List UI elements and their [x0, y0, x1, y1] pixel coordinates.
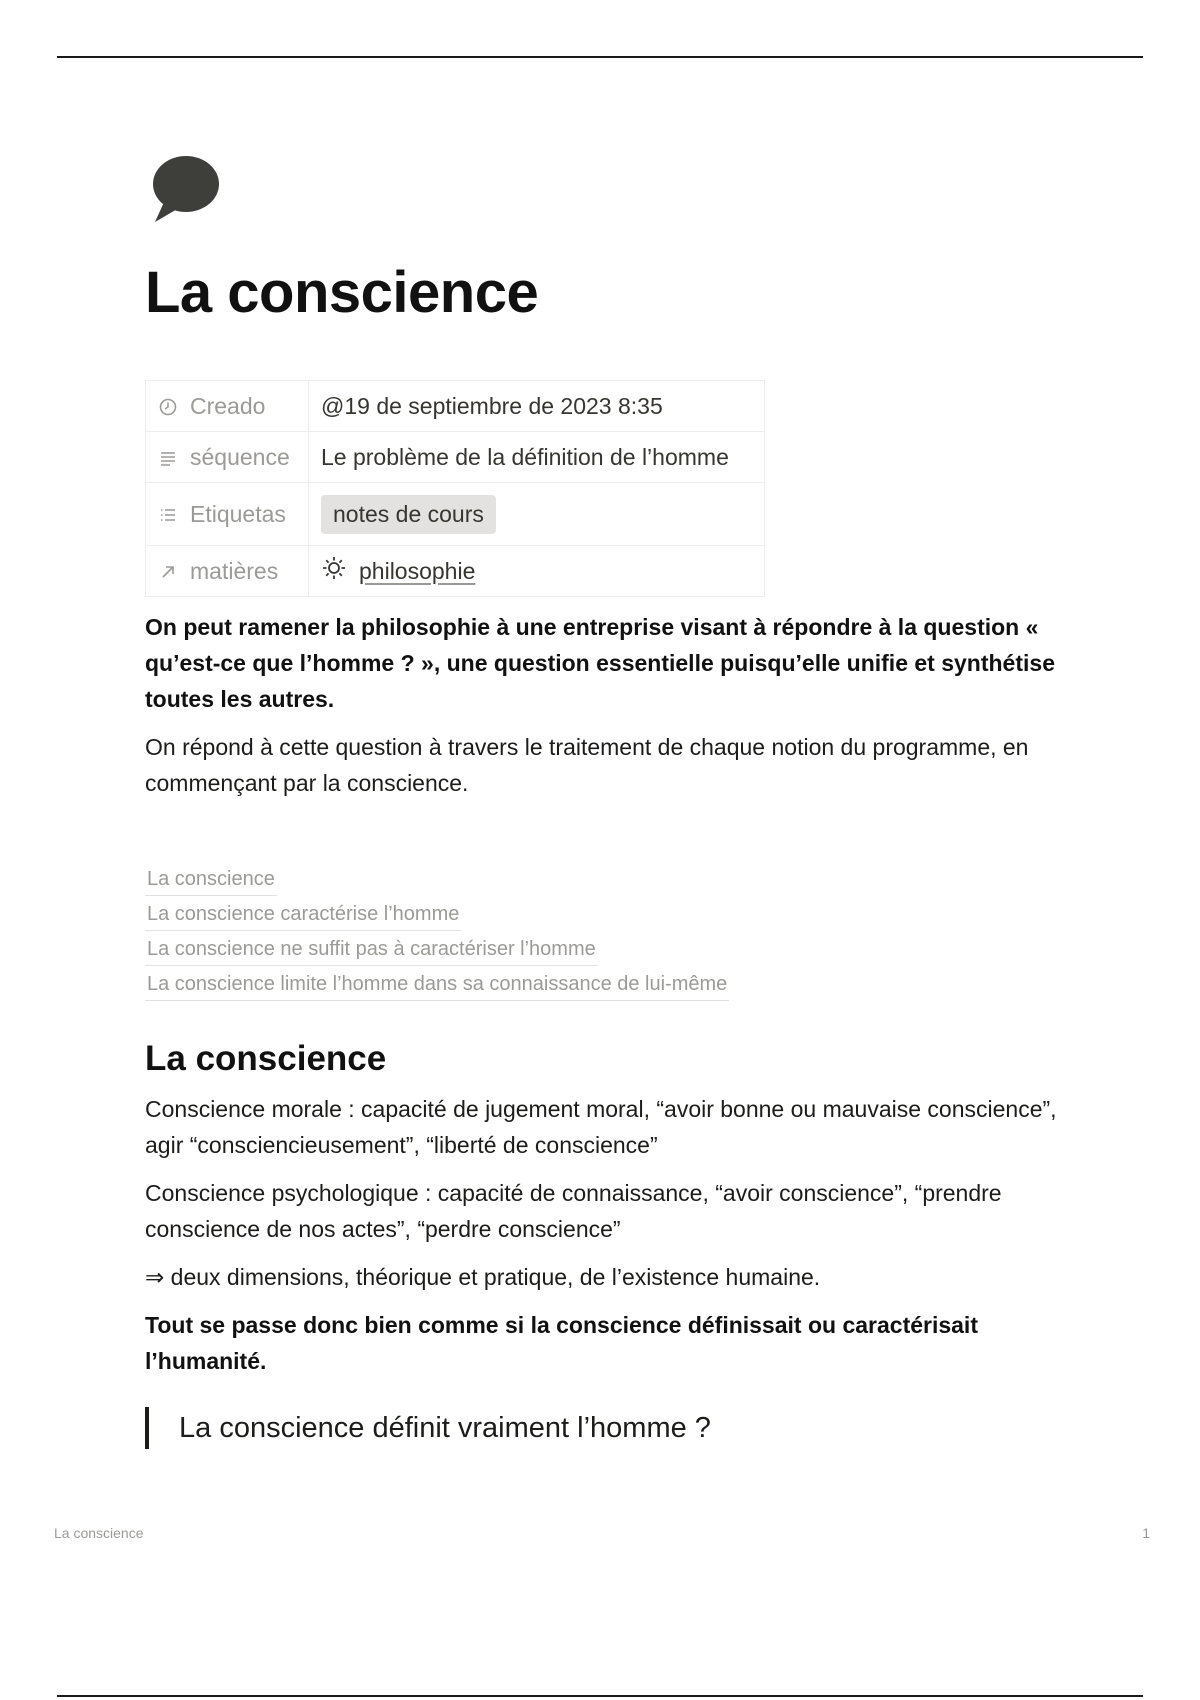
page-title: La conscience: [145, 260, 539, 325]
property-key: [146, 381, 309, 432]
footer-title: La conscience: [54, 1525, 144, 1541]
toc-link[interactable]: La conscience limite l’homme dans sa connaissance de lui-même: [145, 968, 729, 1001]
section-heading: La conscience: [145, 1039, 387, 1078]
tag-chip[interactable]: notes de cours: [321, 495, 496, 534]
property-value-date[interactable]: @19 de septiembre de 2023 8:35: [309, 381, 765, 432]
top-rule: [57, 56, 1143, 58]
toc-link[interactable]: La conscience caractérise l’homme: [145, 898, 461, 931]
clock-icon: [158, 397, 180, 417]
property-label: séquence: [190, 443, 290, 470]
text-lines-icon: [158, 448, 180, 468]
bottom-rule: [57, 1695, 1143, 1697]
intro-paragraph: On répond à cette question à travers le traitement de chaque notion du programme, en commençant par la conscience.: [145, 734, 1029, 796]
footer-page-number: 1: [1142, 1525, 1150, 1541]
section-paragraph: ⇒ deux dimensions, théorique et pratique, de l’existence humaine.: [145, 1264, 821, 1290]
property-label: Creado: [190, 392, 266, 419]
toc-link[interactable]: La conscience ne suffit pas à caractériser l’homme: [145, 933, 598, 966]
table-of-contents: [145, 863, 1095, 1001]
property-label: Etiquetas: [190, 500, 286, 527]
page-content: [145, 150, 1095, 1449]
toc-link[interactable]: La conscience: [145, 863, 277, 896]
property-key: [146, 483, 309, 546]
property-value-text[interactable]: Le problème de la définition de l’homme: [309, 432, 765, 483]
list-icon: [158, 505, 180, 525]
property-row-created: [146, 381, 765, 432]
property-label: matières: [190, 557, 279, 584]
property-value-relation: [309, 546, 765, 597]
section-bold-paragraph: Tout se passe donc bien comme si la conscience définissait ou caractérisait l’humanité.: [145, 1312, 978, 1374]
quote-block: La conscience définit vraiment l’homme ?: [145, 1407, 1095, 1449]
section-paragraph: Conscience psychologique : capacité de connaissance, “avoir conscience”, “prendre conscience de nos actes”, “perdre conscience”: [145, 1180, 1002, 1242]
property-key: [146, 432, 309, 483]
intro-bold-paragraph: On peut ramener la philosophie à une entreprise visant à répondre à la question « qu’est-ce que l’homme ? », une question essentielle puisqu’elle unifie et synthétise toutes les autres.: [145, 614, 1055, 712]
section-paragraph: Conscience morale : capacité de jugement moral, “avoir bonne ou mauvaise conscience”, agir “consciencieusement”, “liberté de conscience”: [145, 1096, 1057, 1158]
property-value-tags[interactable]: [309, 483, 765, 546]
properties-table: [145, 380, 765, 597]
property-row-tags: [146, 483, 765, 546]
property-row-subjects: [146, 546, 765, 597]
speech-bubble-icon: [145, 150, 225, 230]
relation-item[interactable]: [321, 555, 475, 587]
property-row-sequence: [146, 432, 765, 483]
property-key: [146, 546, 309, 597]
arrow-up-right-icon: [158, 562, 180, 582]
relation-link[interactable]: philosophie: [359, 557, 476, 584]
sun-icon: [321, 555, 347, 587]
